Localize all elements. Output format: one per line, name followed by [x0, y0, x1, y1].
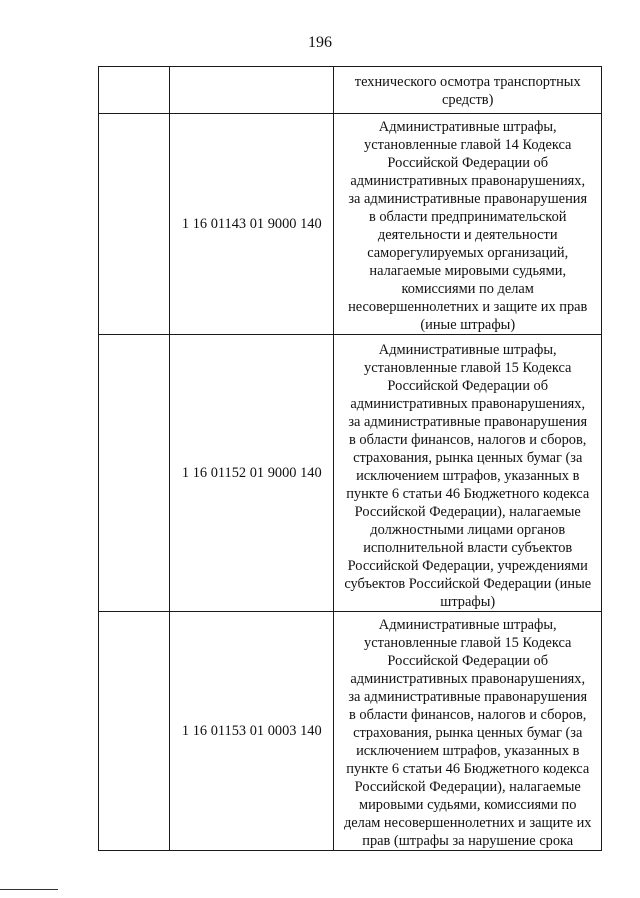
description-line: технического осмотра транспортных: [354, 74, 581, 90]
description-line: в области финансов, налогов и сборов,: [349, 707, 587, 723]
description-line: средств): [442, 92, 494, 108]
empty-cell: [99, 612, 170, 851]
description-line: Российской Федерации), налагаемые: [354, 779, 581, 795]
description-line: Российской Федерации, учреждениями: [347, 558, 588, 574]
description-line: страхования, рынка ценных бумаг (за: [353, 725, 583, 741]
code-cell: 1 16 01153 01 0003 140: [170, 612, 334, 851]
description-line: Российской Федерации об: [387, 155, 549, 171]
description-line: установленные главой 15 Кодекса: [364, 635, 572, 651]
description-line: исполнительной власти субъектов: [363, 540, 573, 556]
description-line: в области финансов, налогов и сборов,: [349, 432, 587, 448]
description-line: Административные штрафы,: [378, 617, 557, 633]
empty-cell: [99, 114, 170, 335]
description-line: штрафы): [440, 594, 496, 610]
description-line: Российской Федерации об: [387, 378, 549, 394]
description-line: за административные правонарушения: [348, 191, 588, 207]
description-line: комиссиями по делам: [401, 281, 534, 297]
empty-cell: [99, 335, 170, 612]
description-line: исключением штрафов, указанных в: [356, 468, 580, 484]
description-line: Административные штрафы,: [378, 119, 557, 135]
description-cell: [334, 114, 602, 335]
description-line: саморегулируемых организаций,: [367, 245, 569, 261]
description-line: налагаемые мировыми судьями,: [369, 263, 567, 279]
description-cell: [334, 612, 602, 851]
description-line: исключением штрафов, указанных в: [356, 743, 580, 759]
description-cell: [334, 67, 602, 114]
description-line: должностными лицами органов: [370, 522, 566, 538]
code-cell: 1 16 01152 01 9000 140: [170, 335, 334, 612]
description-line: субъектов Российской Федерации (иные: [344, 576, 592, 592]
code-cell: 1 16 01143 01 9000 140: [170, 114, 334, 335]
table-body: [99, 67, 602, 851]
empty-cell: [99, 67, 170, 114]
table-row: [99, 335, 602, 612]
description-line: мировыми судьями, комиссиями по: [359, 797, 577, 813]
description-line: административных правонарушениях,: [350, 396, 586, 412]
page-number: 196: [308, 34, 332, 51]
description-line: деятельности и деятельности: [377, 227, 558, 243]
description-line: несовершеннолетних и защите их прав: [348, 299, 588, 315]
description-line: Административные штрафы,: [378, 342, 557, 358]
description-line: прав (штрафы за нарушение срока: [362, 833, 574, 849]
table-row: [99, 114, 602, 335]
description-line: страхования, рынка ценных бумаг (за: [353, 450, 583, 466]
description-line: установленные главой 15 Кодекса: [364, 360, 572, 376]
description-line: за административные правонарушения: [348, 689, 588, 705]
description-line: делам несовершеннолетних и защите их: [343, 815, 592, 831]
budget-code-table: [98, 66, 602, 851]
description-line: (иные штрафы): [420, 317, 516, 333]
description-line: административных правонарушениях,: [350, 173, 586, 189]
description-line: Российской Федерации), налагаемые: [354, 504, 581, 520]
description-line: пункте 6 статьи 46 Бюджетного кодекса: [346, 761, 590, 777]
description-line: административных правонарушениях,: [350, 671, 586, 687]
description-line: установленные главой 14 Кодекса: [364, 137, 572, 153]
bottom-rule: [0, 889, 58, 890]
description-cell: [334, 335, 602, 612]
code-cell: [170, 67, 334, 114]
description-line: за административные правонарушения: [348, 414, 588, 430]
table-row: [99, 67, 602, 114]
table-row: [99, 612, 602, 851]
description-line: в области предпринимательской: [368, 209, 567, 225]
description-line: Российской Федерации об: [387, 653, 549, 669]
description-line: пункте 6 статьи 46 Бюджетного кодекса: [346, 486, 590, 502]
